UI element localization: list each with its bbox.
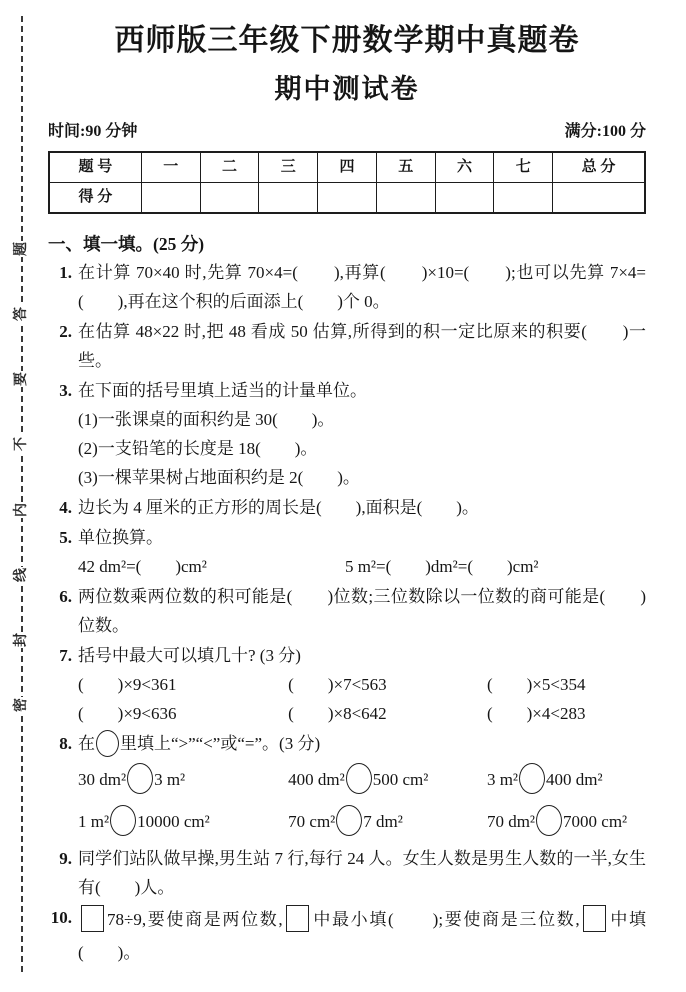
comparison-row-1 [78, 759, 646, 801]
comparison-circle-blank [519, 763, 545, 794]
comparison-circle-blank [127, 763, 153, 794]
question-number: 4. [59, 498, 72, 517]
time-limit-label: 时间:90 分钟 [48, 123, 138, 140]
right-value: 7000 cm² [563, 811, 628, 831]
right-value: 500 cm² [372, 769, 429, 789]
inequality-grid-row-1 [78, 670, 646, 699]
right-value: 7 dm² [363, 811, 403, 831]
seal-char: 封 [11, 632, 33, 648]
comparison-item [288, 759, 487, 801]
question-body [78, 523, 646, 581]
question-text-part: 中最小填( );要使商是三位数, [311, 909, 580, 929]
full-score-label: 满分:100 分 [564, 123, 646, 140]
question-2 [48, 317, 646, 375]
question-body [78, 376, 646, 492]
question-10 [48, 903, 646, 969]
left-value: 3 m² [486, 769, 519, 789]
unit-conversion-row [78, 552, 646, 581]
question-text: 同学们站队做早操,男生站 7 行,每行 24 人。女生人数是男生人数的一半,女生有( )人。 [78, 848, 646, 897]
seal-text-vertical [9, 238, 35, 716]
question-text-prefix: 在 [78, 734, 95, 753]
score-table-cell-total: 总 分 [553, 152, 645, 183]
comparison-circle-blank [536, 805, 562, 836]
digit-blank-box [583, 905, 606, 932]
left-value: 70 cm² [288, 811, 336, 831]
seal-char: 线 [11, 567, 33, 583]
inequality-item: ( )×5<354 [486, 675, 586, 694]
question-8 [48, 729, 646, 843]
question-3 [48, 376, 646, 492]
section-one-title: 一、填一填。(25 分) [48, 234, 205, 254]
exam-meta-row [48, 122, 646, 142]
left-value: 400 dm² [288, 769, 345, 789]
question-text-part: 中填( )。 [78, 909, 646, 962]
comparison-row-2 [78, 801, 646, 843]
question-number: 9. [59, 848, 72, 868]
seal-char: 题 [11, 241, 33, 257]
score-table-empty-cell [200, 183, 259, 214]
conversion-item: 5 m²=( )dm²=( )cm² [344, 557, 539, 576]
comparison-item [288, 801, 487, 843]
question-text: 在下面的括号里填上适当的计量单位。 [78, 381, 367, 400]
question-6 [48, 582, 646, 640]
question-number: 8. [59, 734, 72, 753]
score-table-cell: 五 [376, 152, 435, 183]
digit-blank-box [81, 905, 104, 932]
seal-char: 要 [11, 371, 33, 387]
score-table-empty-cell [494, 183, 553, 214]
question-number: 10. [50, 907, 72, 927]
score-table-header-row [49, 152, 645, 183]
question-number: 7. [59, 646, 72, 665]
inequality-item: ( )×7<563 [288, 675, 387, 694]
seal-char: 内 [11, 502, 33, 518]
paper-main-column [48, 0, 646, 969]
score-table-cell: 一 [141, 152, 200, 183]
right-value: 400 dm² [546, 769, 603, 789]
score-table-cell: 四 [318, 152, 377, 183]
question-number: 6. [59, 587, 72, 606]
inequality-item: ( )×9<361 [78, 675, 177, 694]
question-text: 单位换算。 [78, 528, 163, 547]
comparison-circle-blank [96, 730, 119, 757]
comparison-item [78, 801, 288, 843]
question-text-part: 78÷9,要使商是两位数, [107, 909, 283, 929]
score-table-empty-cell [376, 183, 435, 214]
score-table-cell: 二 [200, 152, 259, 183]
question-text: 括号中最大可以填几十? (3 分) [78, 646, 301, 665]
question-4 [48, 493, 646, 522]
score-table-empty-cell [141, 183, 200, 214]
question-number: 2. [59, 322, 72, 341]
comparison-circle-blank [346, 763, 372, 794]
left-value: 70 dm² [486, 811, 536, 831]
score-summary-table [48, 151, 646, 214]
question-body [78, 903, 646, 969]
conversion-item: 42 dm²=( )cm² [78, 557, 207, 576]
score-table-empty-cell [259, 183, 318, 214]
comparison-item [78, 759, 288, 801]
score-table-cell-question-no: 题 号 [49, 152, 141, 183]
question-text: 边长为 4 厘米的正方形的周长是( ),面积是( )。 [78, 498, 479, 517]
comparison-circle-blank [336, 805, 362, 836]
question-subitem: (2)一支铅笔的长度是 18( )。 [78, 439, 318, 458]
question-text-suffix: 里填上“>”“<”或“=”。(3 分) [120, 734, 321, 753]
question-5 [48, 523, 646, 581]
seal-char: 答 [11, 306, 33, 322]
right-value: 3 m² [154, 769, 186, 789]
left-value: 30 dm² [78, 769, 127, 789]
question-number: 1. [59, 263, 72, 282]
question-9 [48, 844, 646, 902]
comparison-item [487, 759, 646, 801]
seal-char: 不 [11, 436, 33, 452]
right-value: 10000 cm² [137, 811, 210, 831]
paper-title: 西师版三年级下册数学期中真题卷 [114, 24, 580, 57]
score-table-cell: 六 [435, 152, 494, 183]
inequality-item: ( )×9<636 [78, 704, 177, 723]
score-table-score-row [49, 183, 645, 214]
question-text: 两位数乘两位数的积可能是( )位数;三位数除以一位数的商可能是( )位数。 [78, 587, 646, 635]
question-7 [48, 641, 646, 728]
score-table-cell: 三 [259, 152, 318, 183]
score-table-empty-cell [435, 183, 494, 214]
question-subitem: (1)一张课桌的面积约是 30( )。 [78, 410, 335, 429]
comparison-item [487, 801, 646, 843]
paper-subtitle: 期中测试卷 [274, 74, 420, 104]
score-table-empty-cell [318, 183, 377, 214]
comparison-circle-blank [110, 805, 136, 836]
question-number: 3. [59, 381, 72, 400]
question-text: 在计算 70×40 时,先算 70×4=( ),再算( )×10=( );也可以先算 7×4=( ),再在这个积的后面添上( )个 0。 [78, 263, 646, 311]
inequality-item: ( )×4<283 [486, 704, 586, 723]
question-text: 在估算 48×22 时,把 48 看成 50 估算,所得到的积一定比原来的积要( )一些。 [78, 322, 646, 370]
question-body [78, 641, 646, 728]
left-value: 1 m² [78, 811, 110, 831]
score-table-cell-score-label: 得 分 [49, 183, 141, 214]
inequality-item: ( )×8<642 [288, 704, 387, 723]
score-table-empty-cell [553, 183, 645, 214]
seal-char: 密 [11, 697, 33, 713]
question-number: 5. [59, 528, 72, 547]
digit-blank-box [286, 905, 309, 932]
question-subitem: (3)一棵苹果树占地面积约是 2( )。 [78, 468, 360, 487]
score-table-cell: 七 [494, 152, 553, 183]
question-1 [48, 258, 646, 316]
question-text [78, 729, 646, 759]
question-body [78, 729, 646, 843]
inequality-grid-row-2 [78, 699, 646, 728]
